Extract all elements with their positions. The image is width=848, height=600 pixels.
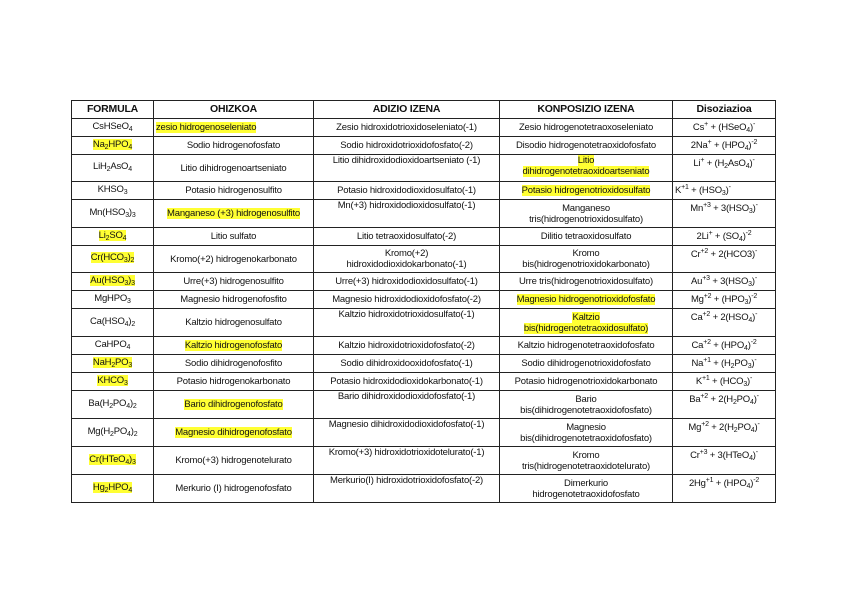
cell-adizio [314,291,500,309]
table-row [72,155,776,182]
table-row [72,309,776,337]
table-row [72,137,776,155]
konposizio-text: Disodio hidrogenotetraoxidofosfato [515,140,657,151]
ohizkoa-text: Potasio hidrogenosulfito [185,185,282,196]
konposizio-text: Potasio hidrogenotrioxidokarbonato [514,376,658,387]
cell-disoz [673,119,776,137]
formula-text: CsHSeO$_4$ [92,120,133,133]
formula-text: $KHCO_3$ [97,374,128,387]
formula-text: LiH$_2$AsO$_4$ [93,161,132,173]
cell-ohizkoa [154,355,314,373]
cell-formula [72,291,154,309]
cell-ohizkoa [154,373,314,391]
cell-disoz [673,309,776,337]
cell-formula [72,246,154,273]
cell-adizio [314,419,500,447]
formula-text: CaHPO$_4$ [94,338,131,351]
adizio-text: Magnesio dihidroxidodioxidofosfato(-1) [328,419,485,430]
konposizio-text: Bario bis(dihidrogenotetraoxidofosfato) [520,393,652,416]
adizio-text: Magnesio hidroxidodioxidofosfato(-2) [332,294,481,305]
table-row [72,419,776,447]
ohizkoa-text: Magnesio dihidrogenofosfato [175,427,292,438]
ohizkoa-text: Kaltzio hidrogenosulfato [185,317,282,328]
table-row [72,246,776,273]
disoz-text: $Ca^{+2} + (HPO_4)^{-2}$ [691,339,757,352]
formula-text: $Mg(H_2PO_4)_2$ [87,425,138,438]
cell-formula [72,337,154,355]
table-row [72,373,776,391]
cell-adizio [314,200,500,228]
cell-konposizio [500,447,673,475]
ohizkoa-text: Manganeso (+3) hidrogenosulfito [167,208,300,219]
formula-text: $Cr(HTeO_4)_3$ [89,453,136,466]
adizio-text: Kromo(+3) hidroxidotrioxidotelurato(-1) [328,447,485,458]
cell-adizio [314,355,500,373]
cell-ohizkoa [154,182,314,200]
disoz-text: $2Hg^{+1} + (HPO_4)^{-2}$ [688,477,760,490]
ohizkoa-text: Magnesio hidrogenofosfito [180,294,287,305]
konposizio-text: Dimerkurio hidrogenotetraoxidofosfato [532,477,640,500]
header-disoziazioa: Disoziazioa [673,101,776,119]
cell-formula [72,228,154,246]
cell-konposizio [500,373,673,391]
table-body [72,119,776,503]
konposizio-text: Litio dihidrogenotetraoxidoartseniato [522,155,650,177]
cell-formula [72,137,154,155]
table-row [72,391,776,419]
ohizkoa-text: Kaltzio hidrogenofosfato [184,340,283,351]
cell-konposizio [500,291,673,309]
cell-formula [72,119,154,137]
cell-konposizio [500,155,673,182]
cell-ohizkoa [154,228,314,246]
ohizkoa-text: Litio dihidrogenoartseniato [180,162,287,174]
cell-ohizkoa [154,137,314,155]
table-row [72,337,776,355]
ohizkoa-text: Sodio dihidrogenofosfito [184,358,283,369]
konposizio-text: Magnesio hidrogenotrioxidofosfato [516,294,656,305]
cell-ohizkoa [154,419,314,447]
adizio-text: Bario dihidroxidodioxidofosfato(-1) [337,391,476,402]
cell-disoz [673,391,776,419]
konposizio-text: Kaltzio hidrogenotetraoxidofosfato [517,340,655,351]
table-row [72,273,776,291]
cell-formula [72,182,154,200]
cell-ohizkoa [154,475,314,503]
cell-konposizio [500,119,673,137]
konposizio-text: Kromo bis(hidrogenotrioxidokarbonato) [522,248,650,270]
cell-ohizkoa [154,291,314,309]
cell-adizio [314,309,500,337]
cell-konposizio [500,355,673,373]
cell-disoz [673,228,776,246]
cell-konposizio [500,200,673,228]
adizio-text: Litio dihidroxidodioxidoartseniato (-1) [332,155,481,166]
formula-text: $Au(HSO_3)_3$ [90,274,135,287]
disoz-text: $Mn^{+3} + 3(HSO_3)^-$ [690,202,758,215]
cell-formula [72,200,154,228]
cell-adizio [314,137,500,155]
adizio-text: Kromo(+2) hidroxidodioxidokarbonato(-1) [346,248,467,270]
salts-table [71,100,776,503]
cell-konposizio [500,228,673,246]
cell-konposizio [500,246,673,273]
table-row [72,119,776,137]
disoz-text: $Cr^{+2} + 2(HCO3)^-$ [690,248,758,260]
konposizio-text: Zesio hidrogenotetraoxoseleniato [518,122,654,133]
adizio-text: Litio tetraoxidosulfato(-2) [356,231,457,242]
cell-adizio [314,155,500,182]
cell-ohizkoa [154,200,314,228]
table-row [72,228,776,246]
disoz-text: $Ba^{+2} + 2(H_2PO_4)^-$ [689,393,759,406]
cell-disoz [673,373,776,391]
cell-konposizio [500,137,673,155]
disoz-text: $K^{+1} + (HCO_3)^-$ [695,375,753,388]
cell-formula [72,155,154,182]
disoz-text: $K^{+1} + (HSO_3)^-$ [675,184,731,197]
cell-konposizio [500,182,673,200]
adizio-text: Potasio hidroxidodioxidosulfato(-1) [337,185,476,196]
adizio-text: Merkurio(I) hidroxidotrioxidofosfato(-2) [329,475,484,486]
formula-text: $Hg_2HPO_4$ [92,481,133,494]
cell-formula [72,373,154,391]
cell-disoz [673,337,776,355]
konposizio-text: Kromo tris(hidrogenotetraoxidotelurato) [521,449,651,472]
header-konposizio: KONPOSIZIO IZENA [500,101,673,119]
disoz-text: $Mg^{+2} + 2(H_2PO_4)^-$ [688,421,760,434]
ohizkoa-text: zesio hidrogenoseleniato [156,122,257,133]
ohizkoa-text: Urre(+3) hidrogenosulfito [183,276,284,287]
konposizio-text: Sodio dihidrogenotrioxidofosfato [521,358,651,369]
konposizio-text: Urre tris(hidrogenotrioxidosulfato) [519,276,653,287]
table-row [72,475,776,503]
cell-disoz [673,447,776,475]
cell-formula [72,273,154,291]
disoz-text: $Ca^{+2} + 2(HSO_4)^-$ [690,311,758,324]
cell-adizio [314,475,500,503]
formula-text: MgHPO$_3$ [94,292,131,305]
cell-ohizkoa [154,391,314,419]
formula-text: $Li_2SO_4$ [98,229,127,242]
formula-text: $Ca(HSO_4)_2$ [89,315,136,328]
formula-text: $NaH_2PO_3$ [92,356,133,369]
adizio-text: Potasio hidroxidodioxidokarbonato(-1) [330,376,483,387]
cell-konposizio [500,273,673,291]
adizio-text: Sodio hidroxidotrioxidofosfato(-2) [340,140,473,151]
konposizio-text: Manganeso tris(hidrogenotrioxidosulfato) [529,202,643,225]
table-row [72,291,776,309]
ohizkoa-text: Kromo(+2) hidrogenokarbonato [170,253,297,265]
cell-adizio [314,373,500,391]
cell-ohizkoa [154,273,314,291]
cell-formula [72,447,154,475]
cell-formula [72,309,154,337]
cell-adizio [314,447,500,475]
header-formula: FORMULA [72,101,154,119]
header-adizio: ADIZIO IZENA [314,101,500,119]
konposizio-text: Kaltzio bis(hidrogenotetraoxidosulfato) [523,311,649,334]
cell-disoz [673,182,776,200]
cell-adizio [314,182,500,200]
disoz-text: $2Na^+ + (HPO_4)^{-2}$ [690,139,758,152]
cell-ohizkoa [154,119,314,137]
konposizio-text: Potasio hidrogenotrioxidosulfato [521,185,651,196]
cell-ohizkoa [154,447,314,475]
header-row [72,101,776,119]
cell-disoz [673,155,776,182]
cell-formula [72,419,154,447]
cell-adizio [314,273,500,291]
cell-disoz [673,246,776,273]
ohizkoa-text: Merkurio (I) hidrogenofosfato [175,483,292,494]
cell-ohizkoa [154,155,314,182]
table-row [72,447,776,475]
cell-ohizkoa [154,309,314,337]
cell-disoz [673,475,776,503]
cell-adizio [314,391,500,419]
ohizkoa-text: Potasio hidrogenokarbonato [176,376,291,387]
adizio-text: Kaltzio hidroxidotrioxidosulfato(-1) [338,309,475,320]
cell-konposizio [500,309,673,337]
konposizio-text: Magnesio bis(dihidrogenotetraoxidofosfato) [520,421,652,444]
formula-text: $Ba(H_2PO_4)_2$ [88,397,137,410]
cell-konposizio [500,419,673,447]
adizio-text: Sodio dihidroxidooxidofosfato(-1) [340,358,473,369]
formula-text: $Mn(HSO_3)_3$ [89,206,136,219]
adizio-text: Kaltzio hidroxidotrioxidofosfato(-2) [338,340,475,351]
ohizkoa-text: Sodio hidrogenofosfato [186,140,281,151]
adizio-text: Urre(+3) hidroxidodioxidosulfato(-1) [335,276,478,287]
cell-konposizio [500,337,673,355]
cell-disoz [673,419,776,447]
cell-adizio [314,228,500,246]
cell-konposizio [500,475,673,503]
cell-formula [72,475,154,503]
cell-formula [72,355,154,373]
adizio-text: Mn(+3) hidroxidodioxidosulfato(-1) [337,200,476,211]
cell-adizio [314,337,500,355]
disoz-text: $Cr^{+3}$ + 3(HTeO$_4$)- [690,449,758,462]
table-row [72,200,776,228]
cell-disoz [673,355,776,373]
ohizkoa-text: Kromo(+3) hidrogenotelurato [175,455,292,466]
cell-disoz [673,291,776,309]
cell-adizio [314,246,500,273]
table-row [72,182,776,200]
adizio-text: Zesio hidroxidotrioxidoseleniato(-1) [336,122,477,133]
ohizkoa-text: Litio sulfato [210,231,257,242]
ohizkoa-text: Bario dihidrogenofosfato [184,399,283,410]
konposizio-text: Dilitio tetraoxidosulfato [540,231,632,242]
disoz-text: Cs+ + (HSeO$_4$)- [692,121,756,134]
header-ohizkoa: OHIZKOA [154,101,314,119]
table-row [72,355,776,373]
cell-formula [72,391,154,419]
cell-ohizkoa [154,246,314,273]
cell-konposizio [500,391,673,419]
formula-text: $Cr(HCO_3)_2$ [90,252,135,264]
cell-disoz [673,200,776,228]
formula-text: $KHSO_3$ [97,183,128,196]
disoz-text: $2Li^+ + (SO_4)^{-2}$ [696,230,752,243]
cell-disoz [673,137,776,155]
cell-adizio [314,119,500,137]
disoz-text: $Li^+ + (H_2AsO_4)^-$ [693,157,755,170]
disoz-text: $Na^{+1} + (H_2PO_3)^-$ [691,357,757,370]
formula-text: $Na_2HPO_4$ [92,138,133,151]
cell-ohizkoa [154,337,314,355]
cell-disoz [673,273,776,291]
disoz-text: $Au^{+3} + 3(HSO_3)^-$ [691,275,757,288]
disoz-text: $Mg^{+2} + (HPO_3)^{-2}$ [690,293,758,306]
